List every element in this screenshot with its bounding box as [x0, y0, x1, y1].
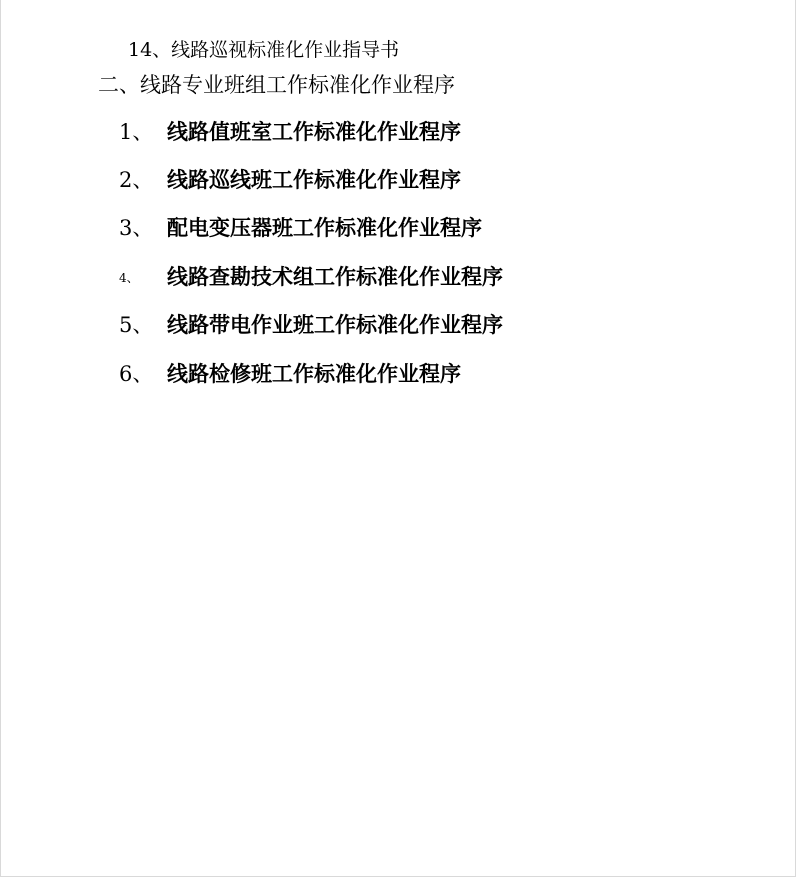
list-item-text: 线路值班室工作标准化作业程序: [167, 120, 461, 144]
list-item: [119, 263, 503, 292]
list-item-number: 3、: [119, 216, 154, 240]
list-item-text: 线路带电作业班工作标准化作业程序: [167, 313, 503, 337]
list-item-number: 4、: [119, 271, 139, 285]
list-item-number: 2、: [119, 168, 154, 192]
list-item-number: 1、: [119, 120, 154, 144]
list-item: [119, 118, 461, 146]
list-item: [119, 166, 461, 194]
list-item-number: 6、: [119, 362, 154, 386]
list-item-text: 线路检修班工作标准化作业程序: [167, 362, 461, 386]
list-item: [119, 311, 503, 339]
section-heading: 二、线路专业班组工作标准化作业程序: [98, 73, 455, 97]
previous-list-item: 14、线路巡视标准化作业指导书: [128, 39, 400, 61]
list-item: [119, 214, 482, 242]
list-item-text: 配电变压器班工作标准化作业程序: [167, 216, 482, 240]
list-item-number: 5、: [119, 313, 154, 337]
list-item-text: 线路巡线班工作标准化作业程序: [167, 168, 461, 192]
list-item-text: 线路查勘技术组工作标准化作业程序: [167, 265, 503, 289]
list-item: [119, 360, 461, 388]
